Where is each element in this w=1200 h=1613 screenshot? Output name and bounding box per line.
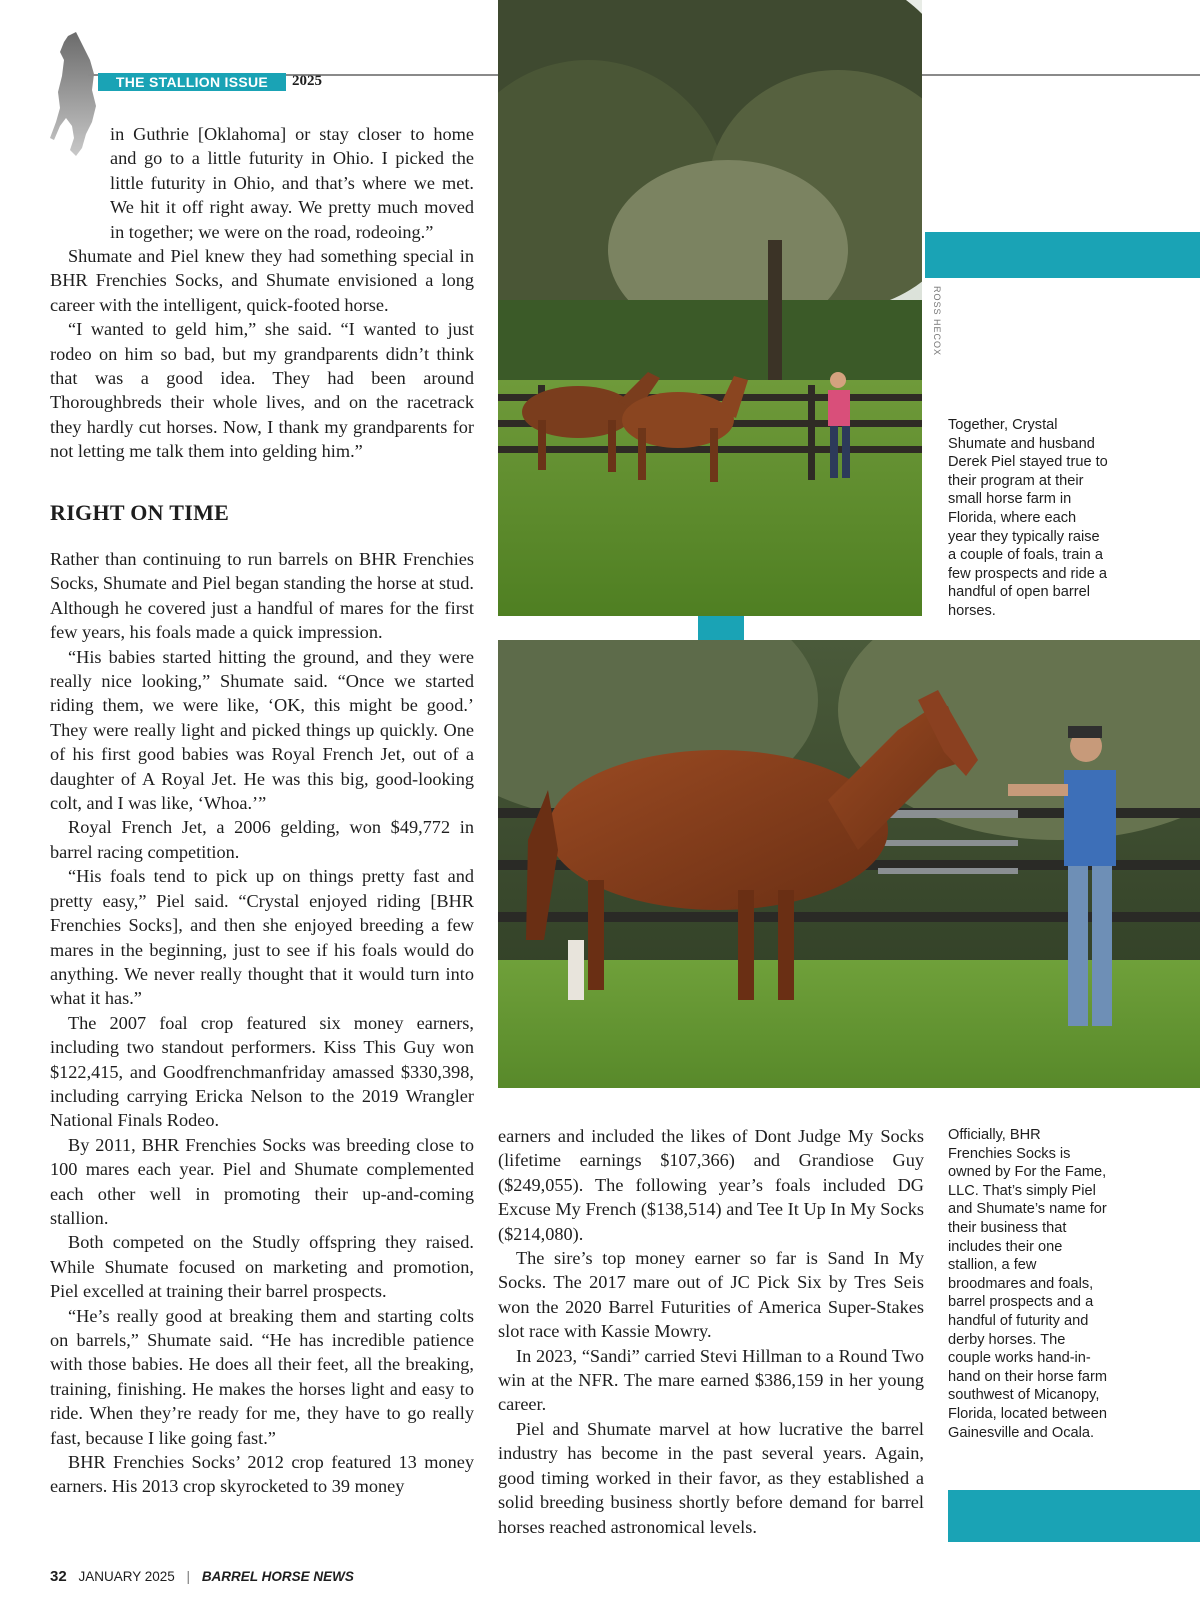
photo-caption: Officially, BHR Frenchies Socks is owned by For the Fame, LLC. That’s simply Piel and Shumate’s name for their business that includes their one stallion, a few broodmares and foals, barrel prospects and a handful of futurity and derby horses. The couple works hand-in-hand on their horse farm southwest of Micanopy, Florida, located between Gainesville and Ocala. [948,1127,1108,1441]
paragraph: “I wanted to geld him,” she said. “I wanted to just rodeo on him so bad, but my grandparents didn’t think that was a good idea. They had been around Thoroughbreds their whole lives, and on the racetrack they hardly cut horses. Now, I thank my grandparents for not letting me talk them into gelding him.” [50,319,474,462]
section-tag: THE STALLION ISSUE [98,73,286,91]
paragraph [50,122,474,244]
paragraph: “He’s really good at breaking them and starting colts on barrels,” Shumate said. “He has incredible patience with those babies. He does all their feet, all the breaking, training, finishing. He makes the horses light and easy to ride. When they’re ready for me, they have to go really fast, because I like going fast.” [50,1305,474,1448]
photo-illustration [498,0,922,616]
magazine-name: BARREL HORSE NEWS [201,1569,354,1584]
photo-horses-by-fence [498,0,922,616]
paragraph: BHR Frenchies Socks’ 2012 crop featured 13 money earners. His 2013 crop skyrocketed to 39 money [50,1452,474,1497]
paragraph: earners and included the likes of Dont Judge My Socks (lifetime earnings $107,366) and Grandiose Guy ($249,055). The following year’s foals included DG Excuse My French ($138,514) and Tee It Up In My Socks ($214,080). [498,1126,924,1244]
paragraph: In 2023, “Sandi” carried Stevi Hillman to a Round Two win at the NFR. The mare earned $386,159 in her young career. [498,1345,924,1415]
accent-bar [925,232,1200,278]
photo-caption: Together, Crystal Shumate and husband Derek Piel stayed true to their program at their small horse farm in Florida, where each year they typically raise a couple of foals, train a few prospects and ride a handful of open barrel horses. [948,417,1108,619]
header-rule-right [920,74,1200,76]
paragraph: The sire’s top money earner so far is Sand In My Socks. The 2017 mare out of JC Pick Six by Tres Seis won the 2020 Barrel Futurities of America Super-Stakes slot race with Kassie Mowry. [498,1248,924,1342]
section-heading: RIGHT ON TIME [50,500,230,525]
paragraph: “His foals tend to pick up on things pretty fast and pretty easy,” Piel said. “Crystal enjoyed riding [BHR Frenchies Socks], and then she enjoyed breeding a few mares in the beginning, just to see if his foals would do anything. We never really thought that it would turn into what it has.” [50,866,474,1009]
footer-divider: | [186,1569,191,1584]
paragraph: Royal French Jet, a 2006 gelding, won $49,772 in barrel racing competition. [50,817,474,862]
photo-credit: ROSS HECOX [932,286,942,357]
article-column-1b [50,547,474,1499]
page-number: 32 [50,1568,67,1585]
paragraph: By 2011, BHR Frenchies Socks was breeding close to 100 mares each year. Piel and Shumate complemented each other well in promoting their up-and-coming stallion. [50,1134,474,1228]
photo-stallion-with-handler [498,640,1200,1088]
photo-illustration [498,640,1200,1088]
paragraph: The 2007 foal crop featured six money earners, including two standout performers. Kiss This Guy won $122,415, and Goodfrenchmanfriday amassed $330,398, including carrying Ericka Nelson to the 2019 Wrangler National Finals Rodeo. [50,1012,474,1131]
paragraph: Rather than continuing to run barrels on BHR Frenchies Socks, Shumate and Piel began standing the horse at stud. Although he covered just a handful of mares for the first few years, his foals made a quick impression. [50,549,474,643]
paragraph: Shumate and Piel knew they had something special in BHR Frenchies Socks, and Shumate envisioned a long career with the intelligent, quick-footed horse. [50,246,474,315]
issue-year: 2025 [292,73,322,89]
accent-bar [948,1490,1200,1542]
article-column-2 [498,1124,924,1539]
issue-date: JANUARY 2025 [78,1569,175,1584]
paragraph: Both competed on the Studly offspring they raised. While Shumate focused on marketing and promotion, Piel excelled at training their barrel prospects. [50,1232,474,1302]
paragraph: Piel and Shumate marvel at how lucrative the barrel industry has become in the past several years. Again, good timing worked in their favor, as they established a solid breeding business shortly before demand for barrel horses reached astronomical levels. [498,1418,924,1537]
paragraph-text: in Guthrie [Oklahoma] or stay closer to home and go to a little futurity in Ohio. I picked the little futurity in Ohio, and that’s where we met. We hit it off right away. We pretty much moved in together; we were on the road, rodeoing.” [110,124,474,242]
accent-bar [698,616,744,640]
page-footer [50,1568,354,1585]
article-column-1 [50,122,474,464]
paragraph: “His babies started hitting the ground, and they were really nice looking,” Shumate said. “Once we started riding them, we were like, ‘OK, this might be good.’ They were really light and picked things up quickly. One of his first good babies was Royal French Jet, out of a daughter of A Royal Jet. He was this big, good-looking colt, and I was like, ‘Whoa.’” [50,646,474,814]
